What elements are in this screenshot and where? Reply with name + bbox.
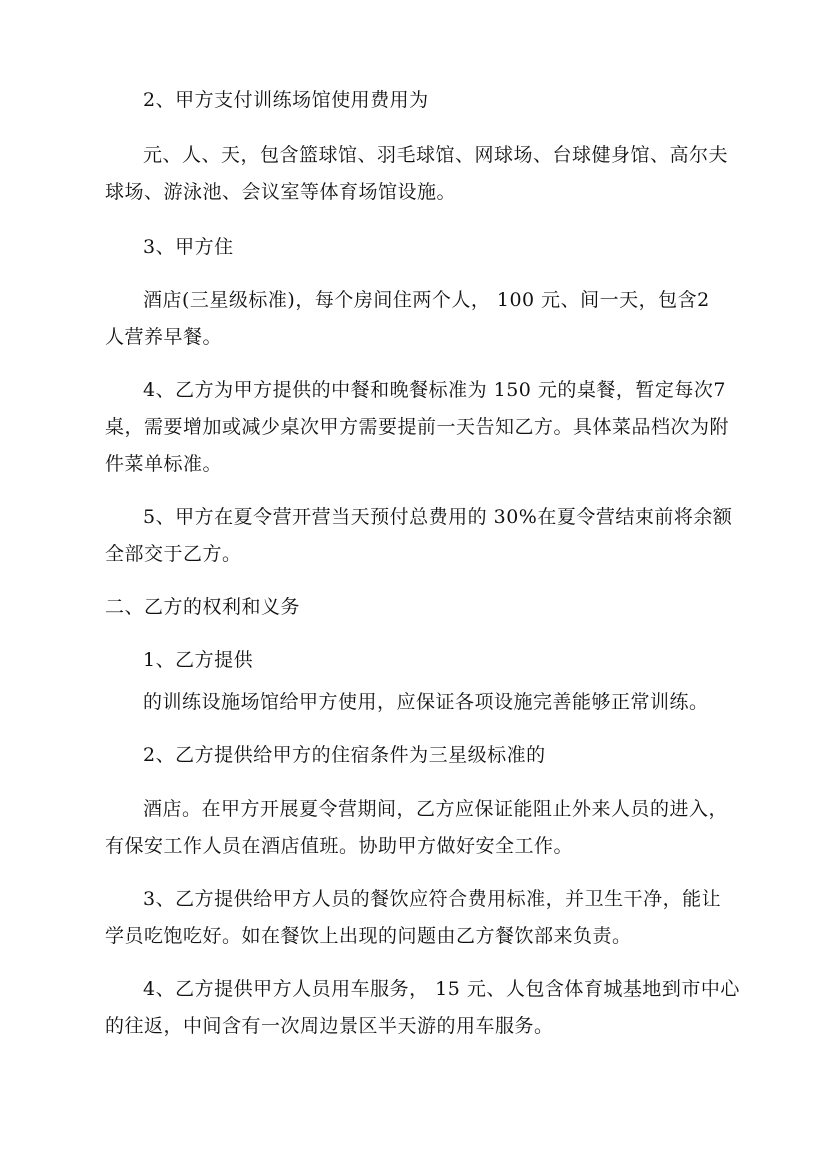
paragraph-line: 有保安工作人员在酒店值班。协助甲方做好安全工作。	[105, 835, 574, 857]
paragraph-line: 4、乙方提供甲方人员用车服务， 15 元、人包含体育城基地到市中心	[143, 978, 740, 1000]
paragraph-line: 球场、游泳池、会议室等体育场馆设施。	[105, 181, 457, 203]
paragraph-line: 5、甲方在夏令营开营当天预付总费用的 30%在夏令营结束前将余额	[143, 506, 733, 528]
paragraph-line: 酒店。在甲方开展夏令营期间，乙方应保证能阻止外来人员的进入，	[143, 798, 729, 820]
paragraph-line: 的训练设施场馆给甲方使用，应保证各项设施完善能够正常训练。	[143, 691, 709, 713]
paragraph-line: 全部交于乙方。	[105, 543, 242, 565]
paragraph-line: 学员吃饱吃好。如在餐饮上出现的问题由乙方餐饮部来负责。	[105, 925, 632, 947]
paragraph-line: 桌，需要增加或减少桌次甲方需要提前一天告知乙方。具体菜品档次为附	[105, 416, 730, 438]
paragraph-line: 人营养早餐。	[105, 326, 223, 348]
paragraph-line: 2、甲方支付训练场馆使用费用为	[143, 89, 429, 111]
paragraph-line: 元、人、天，包含篮球馆、羽毛球馆、网球场、台球健身馆、高尔夫	[143, 144, 729, 166]
paragraph-line: 件菜单标准。	[105, 453, 223, 475]
section-heading: 二、乙方的权利和义务	[105, 596, 301, 618]
paragraph-line: 3、乙方提供给甲方人员的餐饮应符合费用标准，并卫生干净，能让	[143, 888, 722, 910]
paragraph-line: 2、乙方提供给甲方的住宿条件为三星级标准的	[143, 744, 546, 766]
paragraph-line: 4、乙方为甲方提供的中餐和晚餐标准为 150 元的桌餐，暂定每次7	[143, 379, 727, 401]
paragraph-line: 3、甲方住	[143, 236, 234, 258]
paragraph-line: 的往返，中间含有一次周边景区半天游的用车服务。	[105, 1015, 554, 1037]
paragraph-line: 1、乙方提供	[143, 649, 254, 671]
paragraph-line: 酒店(三星级标准)，每个房间住两个人， 100 元、间一天，包含2	[143, 289, 710, 311]
